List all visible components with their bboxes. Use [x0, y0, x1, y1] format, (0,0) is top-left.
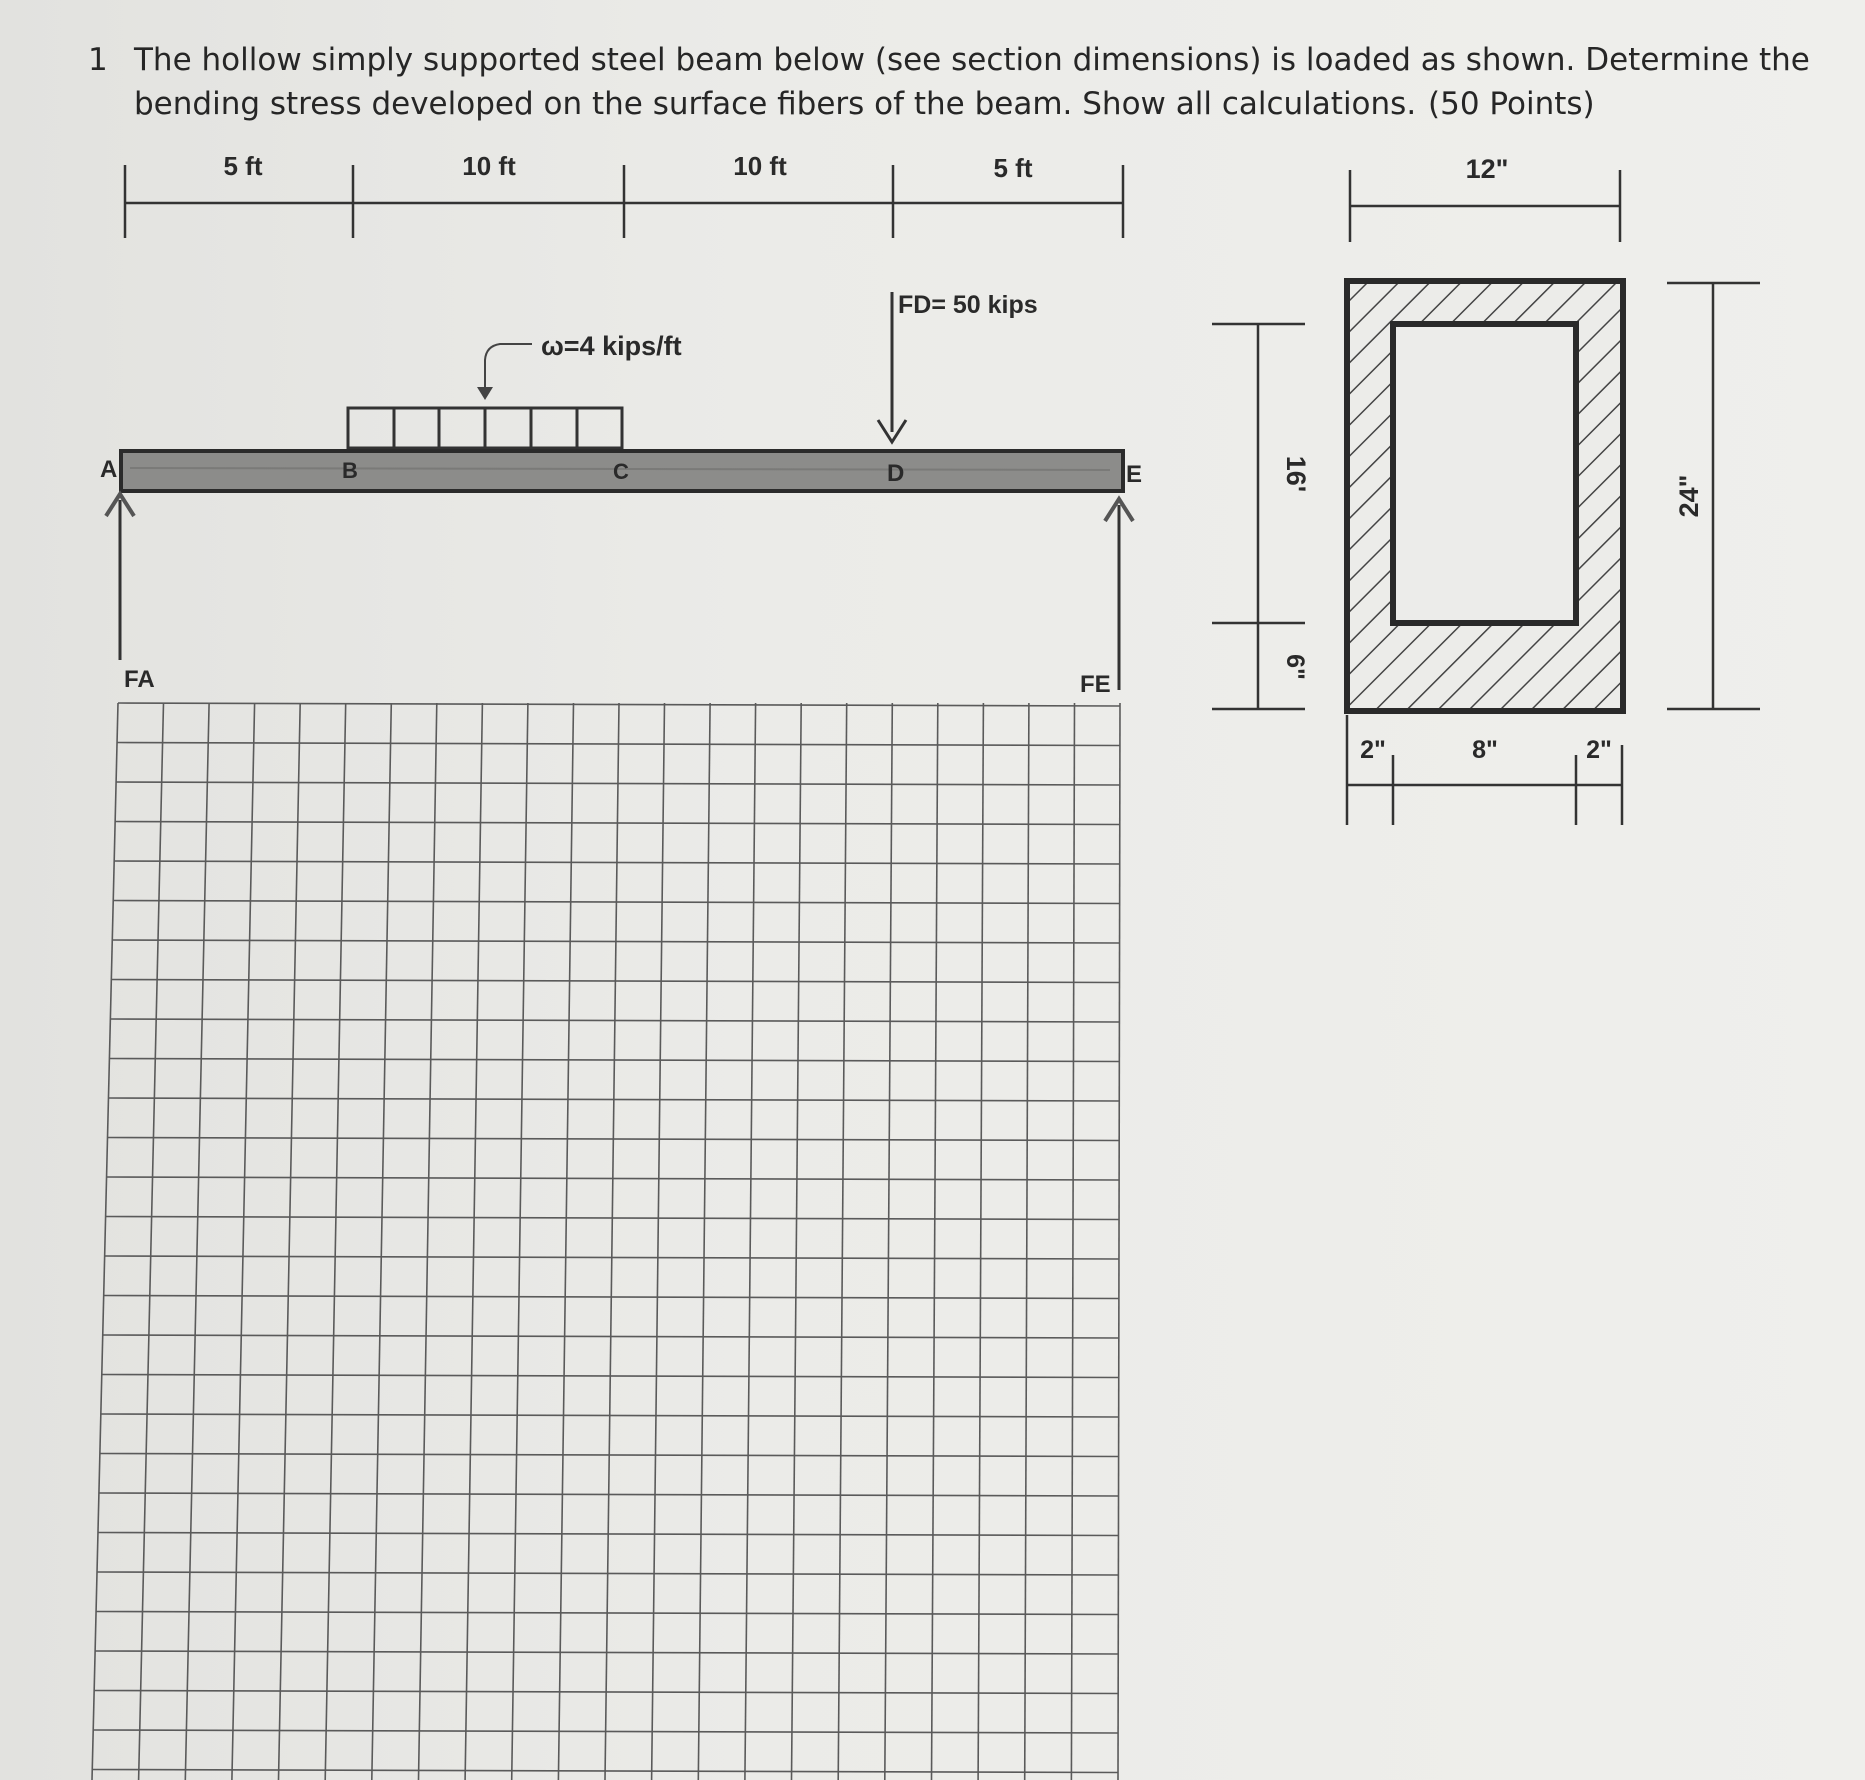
reaction-a-label: FA: [124, 666, 155, 693]
point-label-a: A: [100, 456, 118, 483]
span-label-bc: 10 ft: [462, 151, 516, 181]
grid-vertical-line: [698, 703, 710, 1780]
section-bottom-left-label: 2": [1360, 736, 1386, 764]
section-bottom-right-label: 2": [1586, 736, 1612, 764]
grid-vertical-line: [652, 703, 665, 1780]
grid-vertical-line: [978, 703, 983, 1780]
grid-vertical-line: [792, 703, 802, 1780]
section-lower-height-label: 6": [1281, 654, 1309, 680]
problem-points: (50 Points): [1428, 86, 1595, 122]
section-upper-height-label: 16': [1281, 455, 1311, 493]
problem-text-line-2: bending stress developed on the surface fibers of the beam. Show all calculations.: [134, 86, 1417, 122]
grid-vertical-line: [279, 703, 301, 1780]
section-bottom-dimension: [1347, 715, 1622, 825]
point-label-c: C: [613, 459, 629, 484]
grid-vertical-line: [885, 703, 893, 1780]
grid-vertical-line: [512, 703, 528, 1780]
distributed-load-label: ω=4 kips/ft: [541, 331, 682, 361]
section-width-label: 12": [1465, 154, 1509, 184]
hollow-section: [1347, 281, 1623, 711]
problem-number: 1: [88, 42, 108, 78]
grid-vertical-line: [745, 703, 756, 1780]
grid-vertical-line: [232, 703, 255, 1780]
reaction-e-label: FE: [1080, 671, 1111, 698]
section-left-dimension: [1212, 324, 1305, 709]
problem-text-line-1: The hollow simply supported steel beam below (see section dimensions) is loaded as shown. Determine the: [134, 42, 1810, 78]
grid-vertical-line: [558, 703, 573, 1780]
distributed-load-leader-arrow-icon: [477, 387, 493, 400]
span-label-cd: 10 ft: [733, 151, 787, 181]
span-label-ab: 5 ft: [223, 151, 263, 181]
point-label-d: D: [887, 460, 905, 487]
span-label-de: 5 ft: [993, 153, 1033, 183]
distributed-load-blocks: [348, 408, 622, 448]
graph-paper-grid: [92, 703, 1120, 1780]
point-label-e: E: [1126, 461, 1143, 488]
point-load-label: FD= 50 kips: [898, 291, 1038, 319]
grid-vertical-line: [419, 703, 437, 1780]
grid-vertical-line: [185, 703, 209, 1780]
section-height-label: 24": [1674, 474, 1704, 518]
grid-vertical-line: [838, 703, 847, 1780]
grid-vertical-line: [465, 703, 482, 1780]
grid-vertical-line: [372, 703, 392, 1780]
grid-vertical-line: [139, 703, 164, 1780]
grid-vertical-line: [1025, 703, 1029, 1780]
span-dimension-line: [125, 165, 1123, 238]
grid-vertical-line: [605, 703, 619, 1780]
grid-vertical-line: [325, 703, 346, 1780]
section-bottom-middle-label: 8": [1472, 736, 1498, 764]
grid-vertical-line: [932, 703, 938, 1780]
grid-vertical-line: [92, 703, 118, 1780]
point-label-b: B: [342, 458, 358, 483]
